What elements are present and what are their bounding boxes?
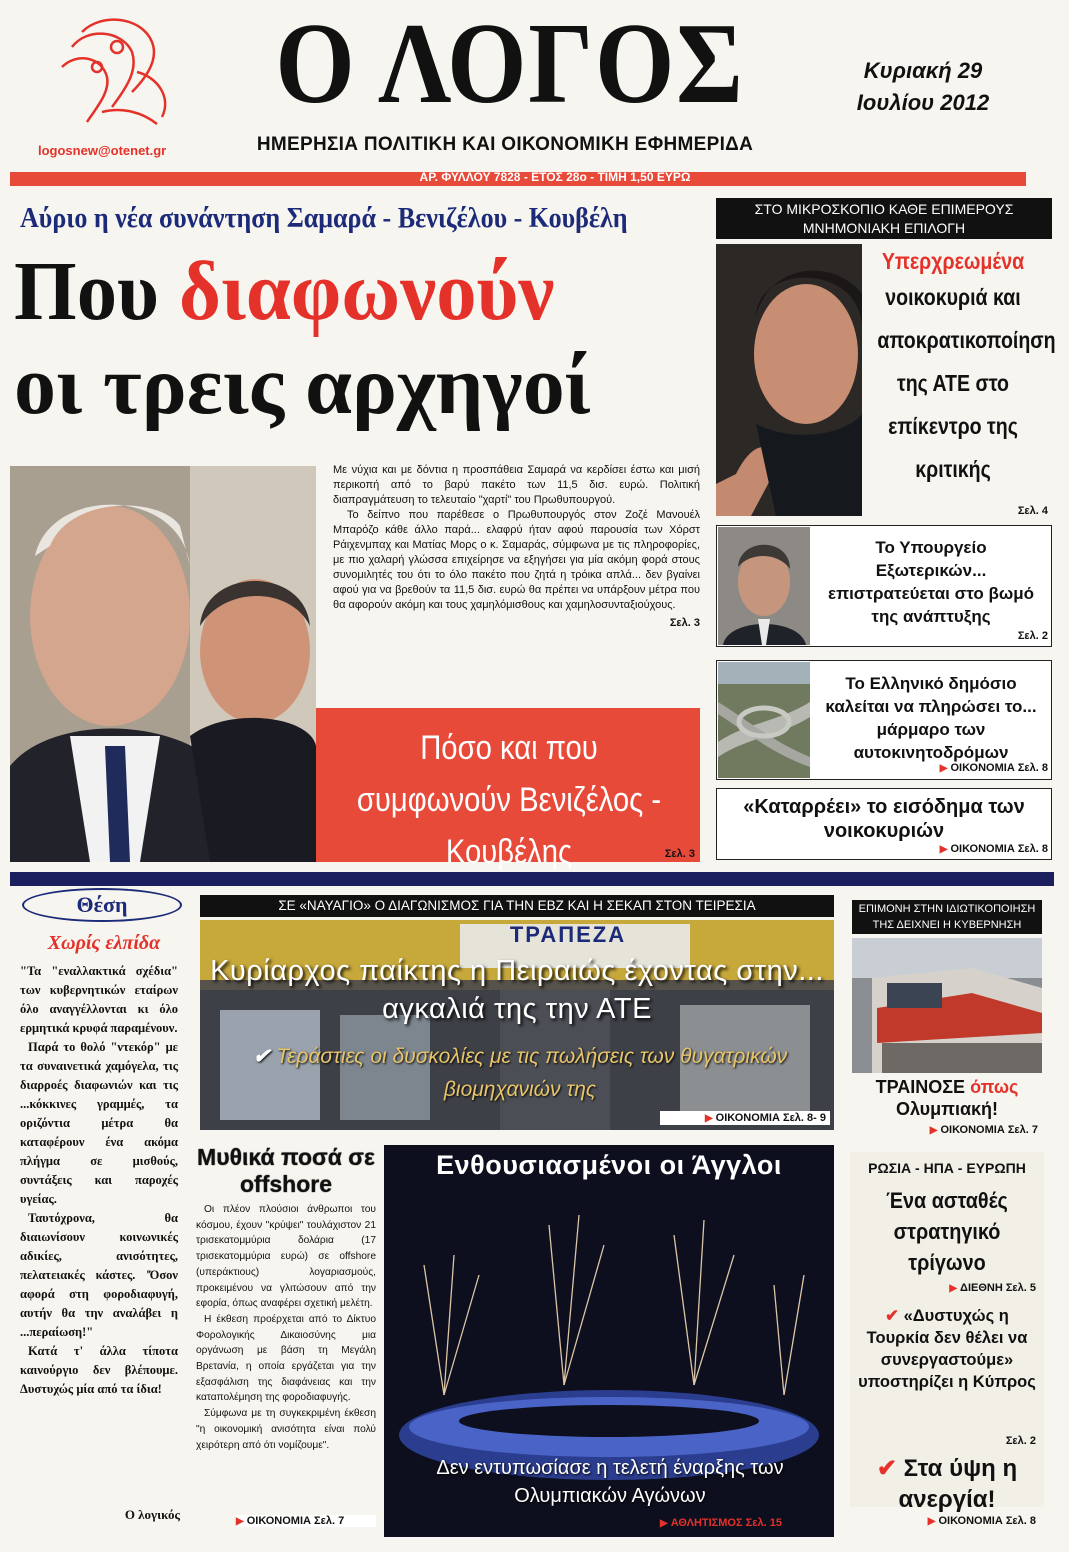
ministry-photo — [718, 527, 810, 645]
world-page1[interactable] — [880, 1282, 1036, 1294]
masthead-title: Ο ΛΟΓΟΣ — [275, 0, 745, 128]
tsipras-photo — [716, 244, 862, 516]
story3-page-label: ΟΙΚΟΝΟΜΙΑ Σελ. 8 — [950, 762, 1048, 774]
thesi-paragraph-2: Παρά το θολό "ντεκόρ" με τα συναινετικά χαμόγελα, τις διαρροές διαφωνιών και τις ...κόκκινες γραμμές, τα οριζόντια μέτρα θα καταφέρουν ένα ακόμα πλήγμα σε μισθούς, συντάξεις και παροχές υγείας. — [20, 1040, 178, 1206]
story2-text: Το Υπουργείο Εξωτερικών... επιστρατεύεται στο βωμό της ανάπτυξης — [828, 538, 1034, 626]
story1-red: Υπερχρεωμένα — [881, 248, 1025, 274]
offshore-page-label: ΟΙΚΟΝΟΜΙΑ Σελ. 7 — [246, 1515, 345, 1527]
unemployment-text: Στα ύψη η ανεργία! — [898, 1455, 1018, 1513]
check-icon: ✔ — [885, 1307, 899, 1325]
arrow-icon: ▶ — [939, 763, 948, 774]
offshore-paragraph-3: Σύμφωνα με τη συγκεκριμένη έκθεση "η οικονομική ανισότητα είναι πολύ χειρότερη από ότι νομίζουμε". — [196, 1408, 376, 1451]
offshore-body — [196, 1202, 376, 1453]
thesi-paragraph-3: Ταυτόχρονα, θα διαιωνίσουν κοινωνικές αδικίες, ανισότητες, πελατειακές κάστες. 'Όσον αφορά στη φοροδιαφυγή, αυτήν θα την αναλάβει η ...περαίωση!" — [20, 1211, 178, 1339]
offshore-paragraph-2: Η έκθεση προέρχεται από το Δίκτυο Φορολογικής Δικαιοσύνης μια οργάνωση με βάση τη Μεγάλη Βρετανία, η οποία εργάζεται για την εξασφάλιση της διαφάνειας και την καταπολέμηση της φοροδιαφυγής. — [196, 1313, 376, 1404]
bank-page-label: ΟΙΚΟΝΟΜΙΑ Σελ. 8- 9 — [715, 1112, 826, 1124]
bank-subhead-text: Τεράστιες οι δυσκολίες με τις πωλήσεις των θυγατρικών βιομηχανιών της — [276, 1045, 788, 1101]
thesi-body — [20, 962, 178, 1399]
right-col-header: ΣΤΟ ΜΙΚΡΟΣΚΟΠΙΟ ΚΑΘΕ ΕΠΙΜΕΡΟΥΣ ΜΝΗΜΟΝΙΑΚΗ ΕΠΙΛΟΓΗ — [716, 198, 1052, 239]
train-page[interactable] — [870, 1124, 1038, 1136]
check-icon: ✔ — [876, 1455, 897, 1482]
arrow-icon: ▶ — [927, 1516, 936, 1527]
story2-page[interactable]: Σελ. 2 — [1017, 630, 1048, 642]
thesi-paragraph-4: Κατά τ' άλλα τίποτα καινούργιο δεν βλέπουμε. Δυστυχώς μία από τα ίδια! — [20, 1344, 178, 1396]
story3-page[interactable] — [880, 762, 1048, 774]
unemployment-page[interactable] — [880, 1515, 1036, 1527]
lead-headline-line2: οι τρεις αρχηγοί — [14, 339, 591, 432]
world-page1-label: ΔΙΕΘΝΗ Σελ. 5 — [960, 1282, 1036, 1294]
olympics-caption: Δεν εντυπωσίασε η τελετή έναρξης των Ολυμπιακών Αγώνων — [436, 1457, 784, 1507]
cyprus-story — [856, 1305, 1038, 1393]
thesi-author: Ο λογικός — [124, 1507, 180, 1522]
cyprus-page[interactable]: Σελ. 2 — [1005, 1435, 1036, 1447]
thesi-label: Θέση — [76, 892, 128, 917]
lead-paragraph-1: Με νύχια και με δόντια η προσπάθεια Σαμαρά να κερδίσει έστω και μισή περικοπή από το βαρύ πακέτο των 11,5 δισ. ευρώ. Πολιτική διαπραγμάτευση το τελευταίο "χαρτί" του Πρωθυπουργού. — [333, 464, 700, 506]
lead-kicker: Αύριο η νέα συνάντηση Σαμαρά - Βενιζέλου - Κουβέλη — [20, 203, 628, 234]
thesi-paragraph-1: "Τα "εναλλακτικά σχέδια" των κυβερνητικών εταίρων όλο αναγγέλλονται κι όλο ερμητικά κρυφά παραμένουν. — [20, 964, 178, 1035]
arrow-icon: ▶ — [236, 1516, 244, 1527]
offshore-title: Μυθικά ποσά σε offshore — [197, 1144, 375, 1197]
lead-body — [333, 463, 700, 631]
story4-page-label: ΟΙΚΟΝΟΜΙΑ Σελ. 8 — [950, 843, 1048, 855]
lead-subhead-page[interactable]: Σελ. 3 — [664, 848, 695, 860]
train-headline-red: όπως — [970, 1077, 1019, 1097]
lead-page-ref[interactable]: Σελ. 3 — [669, 617, 700, 629]
world-headline: Ένα ασταθές στρατηγικό τρίγωνο — [886, 1188, 1008, 1275]
olympics-page-label: ΑΘΛΗΤΙΣΜΟΣ Σελ. 15 — [670, 1517, 782, 1529]
lead-paragraph-2: Το δείπνο που παρέθεσε ο Πρωθυπουργός στον Ζοζέ Μανουέλ Μπαρόζο κάθε άλλο παρά... ελαφρύ ήταν αφού παρουσία των Χόρστ Ράιχενμπαχ και Ματίας Μορς ο κ. Σαμαράς, σύμφωνα με τις πληροφορίες, με πιο χαλαρή γλώσσα επιχείρησε να εξηγήσει για μία ακόμη φορά στους συνομιλητές του ότι το όλο πακέτο που ζητά η τρόικα απλά... δεν βγαίνει αφού για να βρεθούν τα 11,5 δισ. ευρώ θα πρέπει να υπάρξουν μέτρα που θα αφορούν ακόμη και τους χαμηλόμισθους και χαμηλοσυνταξιούχους. — [333, 509, 700, 611]
story4-page[interactable] — [880, 843, 1048, 855]
world-header: ΡΩΣΙΑ - ΗΠΑ - ΕΥΡΩΠΗ — [868, 1160, 1026, 1176]
arrow-icon: ▶ — [704, 1113, 713, 1124]
cyprus-text: «Δυστυχώς η Τουρκία δεν θέλει να συνεργαστούμε» υποστηρίζει η Κύπρος — [858, 1307, 1036, 1391]
bank-sign: ΤΡΑΠΕΖΑ — [509, 922, 627, 947]
check-icon: ✔ — [252, 1045, 271, 1068]
lead-headline-word2: διαφωνούν — [179, 245, 555, 338]
masthead-subtitle: ΗΜΕΡΗΣΙΑ ΠΟΛΙΤΙΚΗ ΚΑΙ ΟΙΚΟΝΟΜΙΚΗ ΕΦΗΜΕΡΙΔΑ — [256, 134, 754, 155]
section-divider — [10, 872, 1054, 886]
olympics-page[interactable] — [660, 1517, 830, 1529]
arrow-icon: ▶ — [660, 1518, 668, 1529]
masthead-email[interactable]: logosnew@otenet.gr — [38, 143, 167, 158]
thesi-title: Χωρίς ελπίδα — [47, 932, 161, 954]
unemployment-story — [856, 1453, 1038, 1515]
train-headline-b: Ολυμπιακή! — [895, 1099, 999, 1119]
story4-text: «Καταρρέει» το εισόδημα των νοικοκυριών — [743, 796, 1025, 842]
arrow-icon: ▶ — [929, 1125, 938, 1136]
story1-text: νοικοκυριά και αποκρατικοποίηση της ΑΤΕ στο επίκεντρο της κριτικής — [877, 284, 1056, 482]
offshore-paragraph-1: Οι πλέον πλούσιοι άνθρωποι του κόσμου, έχουν "κρύψει" τουλάχιστον 21 τρισεκατομμύρια δολάρια (17 τρισεκατομμύρια ευρώ) σε offshore (υπεράκτιους) λογαριασμούς, προκειμένου να γλιτώσουν από την εφορία, όπως αναφέρει σχετική μελέτη. — [196, 1204, 376, 1310]
arrow-icon: ▶ — [949, 1283, 958, 1294]
train-photo — [852, 938, 1042, 1073]
offshore-page[interactable] — [236, 1515, 376, 1527]
train-headline — [852, 1076, 1042, 1120]
lead-headline-word1: Που — [14, 245, 159, 338]
bank-header: ΣΕ «ΝΑΥΑΓΙΟ» Ο ΔΙΑΓΩΝΙΣΜΟΣ ΓΙΑ ΤΗΝ ΕΒΖ ΚΑΙ Η ΣΕΚΑΠ ΣΤΟΝ ΤΕΙΡΕΣΙΑ — [200, 895, 834, 917]
masthead-logo — [42, 12, 192, 130]
masthead-date-line2: Ιουλίου 2012 — [856, 90, 990, 115]
lead-headline — [14, 244, 714, 434]
train-headline-a: ΤΡΑΙΝΟΣΕ — [875, 1077, 966, 1097]
olympics-headline: Ενθουσιασμένοι οι Άγγλοι — [436, 1150, 782, 1180]
bank-subhead — [250, 1040, 790, 1106]
issue-info: ΑΡ. ΦΥΛΛΟΥ 7828 - ΕΤΟΣ 28ο - ΤΙΜΗ 1,50 ΕΥΡΩ — [419, 170, 691, 184]
story1-block — [864, 246, 1056, 491]
highway-photo — [718, 662, 810, 778]
bank-headline: Κυρίαρχος παίκτης η Πειραιώς έχοντας στην... αγκαλιά της την ΑΤΕ — [210, 955, 824, 1025]
bank-page[interactable] — [660, 1111, 830, 1125]
unemployment-page-label: ΟΙΚΟΝΟΜΙΑ Σελ. 8 — [938, 1515, 1036, 1527]
train-header: ΕΠΙΜΟΝΗ ΣΤΗΝ ΙΔΙΩΤΙΚΟΠΟΙΗΣΗ ΤΗΣ ΔΕΙΧΝΕΙ Η ΚΥΒΕΡΝΗΣΗ — [852, 900, 1042, 934]
train-page-label: ΟΙΚΟΝΟΜΙΑ Σελ. 7 — [940, 1124, 1038, 1136]
story1-page[interactable]: Σελ. 4 — [1017, 505, 1048, 517]
lead-subhead: Πόσο και που συμφωνούν Βενιζέλος - Κουβέλης — [356, 729, 662, 871]
masthead-date-line1: Κυριακή 29 — [863, 58, 983, 83]
lead-photo — [10, 466, 316, 862]
story3-text: Το Ελληνικό δημόσιο καλείται να πληρώσει το... μάρμαρο των αυτοκινητοδρόμων — [825, 674, 1037, 762]
thesi-label-oval — [22, 888, 182, 922]
arrow-icon: ▶ — [939, 844, 948, 855]
